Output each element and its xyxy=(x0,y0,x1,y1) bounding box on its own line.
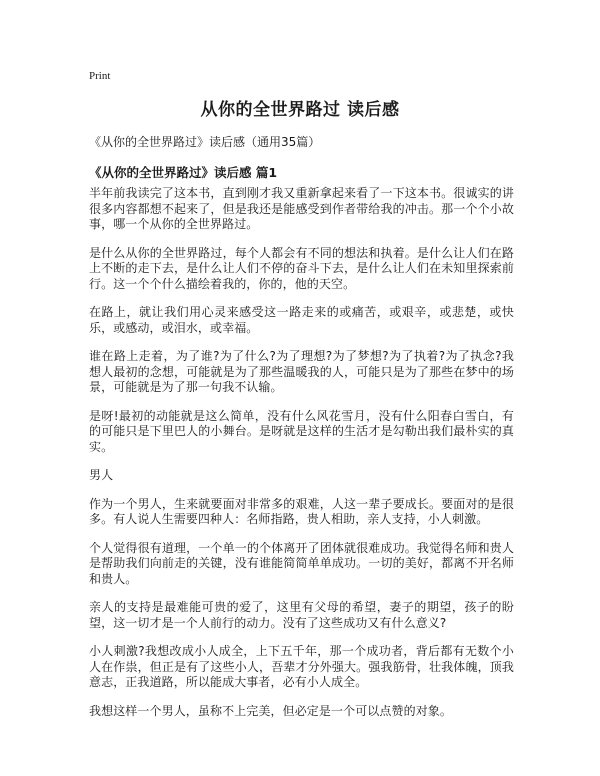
document-subtitle: 《从你的全世界路过》读后感（通用35篇） xyxy=(89,135,321,149)
paragraph: 在路上，就让我们用心灵来感受这一路走来的或痛苦，或艰辛，或悲楚，或快乐，或感动，或泪水，或幸福。 xyxy=(89,305,514,335)
paragraph: 半年前我读完了这本书，直到刚才我又重新拿起来看了一下这本书。很诚实的讲很多内容都想不起来了，但是我还是能感受到作者带给我的冲击。那一个个小故事，哪一个从你的全世界路过。 xyxy=(89,186,514,231)
print-label: Print xyxy=(89,70,111,82)
article-body xyxy=(89,186,514,732)
paragraph: 谁在路上走着，为了谁?为了什么?为了理想?为了梦想?为了执着?为了执念?我想人最初的念想，可能就是为了那些温暖我的人，可能只是为了那些在梦中的场景，可能就是为了那一句我不认输。 xyxy=(89,349,514,394)
paragraph: 是呀!最初的动能就是这么简单，没有什么风花雪月，没有什么阳春白雪白，有的可能只是下里巴人的小舞台。是呀就是这样的生活才是勾勒出我们最朴实的真实。 xyxy=(89,408,514,454)
document-title: 从你的全世界路过 读后感 xyxy=(200,100,400,120)
paragraph: 男人 xyxy=(89,468,114,482)
section-heading: 《从你的全世界路过》读后感 篇1 xyxy=(89,165,278,180)
paragraph: 作为一个男人，生来就要面对非常多的艰难，人这一辈子要成长。要面对的是很多。有人说人生需要四种人：名师指路，贵人相助，亲人支持，小人刺激。 xyxy=(89,496,514,526)
paragraph: 我想这样一个男人，虽称不上完美，但必定是一个可以点赞的对象。 xyxy=(89,703,453,718)
paragraph: 小人刺激?我想改成小人成全，上下五千年，那一个成功者，背后都有无数个小人在作祟，但正是有了这些小人，吾辈才分外强大。强我筋骨，壮我体魄，顶我意志，正我道路，所以能成大事者，必有小人成全。 xyxy=(89,644,514,689)
paragraph: 是什么从你的全世界路过，每个人都会有不同的想法和执着。是什么让人们在路上不断的走下去，是什么让人们不停的奋斗下去，是什么让人们在未知里探索前行。这一个个什么描绘着我的，你的，他的天空。 xyxy=(89,245,514,291)
paragraph: 亲人的支持是最难能可贵的爱了，这里有父母的希望，妻子的期望，孩子的盼望，这一切才是一个人前行的动力。没有了这些成功又有什么意义? xyxy=(89,600,514,630)
paragraph: 个人觉得很有道理，一个单一的个体离开了团体就很难成功。我觉得名师和贵人是帮助我们向前走的关键，没有谁能简简单单成功。一切的美好，都离不开名师和贵人。 xyxy=(89,540,514,586)
